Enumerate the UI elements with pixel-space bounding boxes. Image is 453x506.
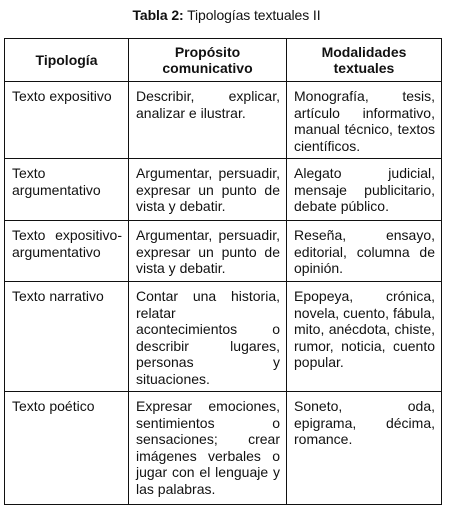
table-row <box>5 221 442 282</box>
cell-tipologia: Texto expositivo <box>5 82 129 159</box>
table-caption <box>0 7 453 23</box>
cell-tipologia: Texto narrativo <box>5 282 129 392</box>
table-row <box>5 392 442 505</box>
table-row <box>5 159 442 221</box>
table-header-row <box>5 39 442 82</box>
caption-label: Tabla 2: <box>132 7 184 23</box>
cell-modalidades: Reseña, ensayo, editorial, columna de opinión. <box>287 221 442 282</box>
tipologias-table <box>4 38 442 505</box>
cell-modalidades: Alegato judicial, mensaje publicitario, debate público. <box>287 159 442 221</box>
cell-proposito: Argumentar, persuadir, expresar un punto de vista y debatir. <box>129 159 287 221</box>
cell-modalidades: Epopeya, crónica, novela, cuento, fábula, mito, anécdota, chiste, rumor, noticia, cuento popular. <box>287 282 442 392</box>
cell-proposito: Expresar emociones, sentimientos o sensaciones; crear imágenes verbales o jugar con el lenguaje y las palabras. <box>129 392 287 505</box>
caption-text: Tipologías textuales II <box>183 7 321 23</box>
table-row <box>5 282 442 392</box>
cell-proposito: Argumentar, persuadir, expresar un punto de vista y debatir. <box>129 221 287 282</box>
cell-modalidades: Monografía, tesis, artículo informativo, manual técnico, textos científicos. <box>287 82 442 159</box>
header-modalidades: Modalidades textuales <box>287 39 442 82</box>
cell-tipologia: Texto poético <box>5 392 129 505</box>
table-row <box>5 82 442 159</box>
cell-tipologia: Texto argumentativo <box>5 159 129 221</box>
header-proposito: Propósito comunicativo <box>129 39 287 82</box>
cell-modalidades: Soneto, oda, epigrama, décima, romance. <box>287 392 442 505</box>
cell-proposito: Describir, explicar, analizar e ilustrar. <box>129 82 287 159</box>
header-tipologia: Tipología <box>5 39 129 82</box>
cell-tipologia: Texto expositivo-argumentativo <box>5 221 129 282</box>
cell-proposito: Contar una historia, relatar acontecimientos o describir lugares, personas y situaciones. <box>129 282 287 392</box>
